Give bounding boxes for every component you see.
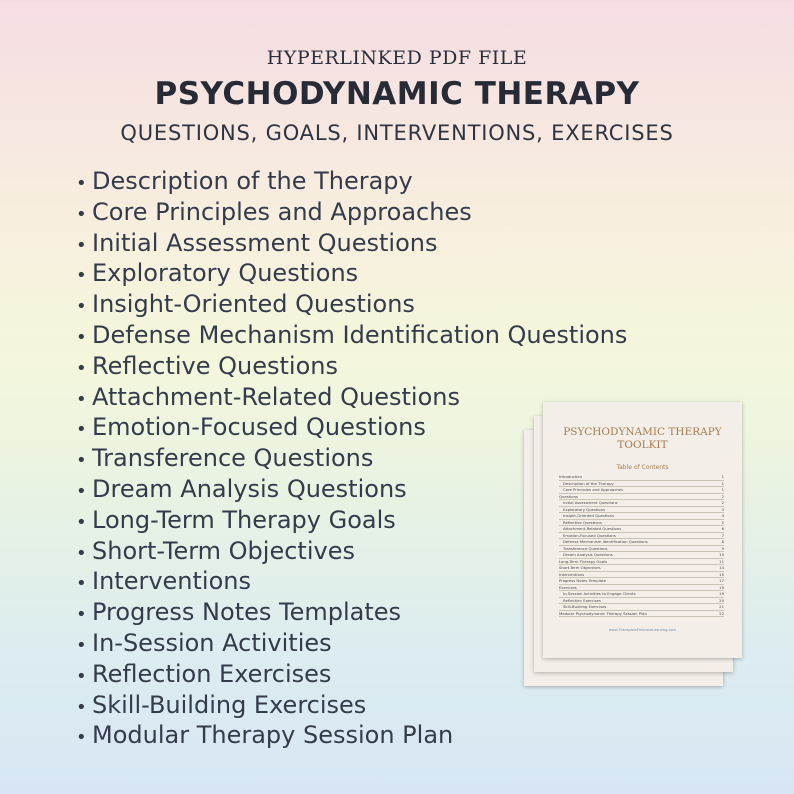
toc-row-label: Core Principles and Approaches xyxy=(563,487,624,492)
bullet-icon: • xyxy=(76,604,87,626)
toc-row-page: 21 xyxy=(719,604,724,609)
bullet-icon: • xyxy=(76,234,87,256)
page-subtitle: QUESTIONS, GOALS, INTERVENTIONS, EXERCISES xyxy=(120,121,674,145)
toc-row-label: Short-Term Objectives xyxy=(559,565,601,570)
toc-row-label: Attachment-Related Questions xyxy=(563,526,622,531)
toc-row-label: Emotion-Focused Questions xyxy=(563,532,616,538)
toc-row-page: 19 xyxy=(719,591,724,596)
bullet-icon: • xyxy=(76,173,87,194)
list-item-label: Short-Term Objectives xyxy=(92,536,355,565)
list-item-label: Exploratory Questions xyxy=(92,259,359,288)
document-mockup xyxy=(524,402,744,688)
toc-row-label: Skill-Building Exercises xyxy=(563,604,607,609)
list-item-label: Emotion-Focused Questions xyxy=(92,413,426,442)
list-item-label: Core Principles and Approaches xyxy=(92,197,472,226)
toc-row-label: Modular Psychodynamic Therapy Session Plan xyxy=(559,610,647,616)
toc-row-page: 14 xyxy=(719,565,724,570)
toc-row-page: 20 xyxy=(719,597,724,603)
bullet-icon: • xyxy=(76,203,87,225)
toc-row-page: 22 xyxy=(719,610,724,616)
toc-row-page: 4 xyxy=(721,513,724,518)
toc-row-label: Description of the Therapy xyxy=(563,480,614,486)
list-item xyxy=(76,320,627,351)
document-cover-page xyxy=(543,402,742,658)
list-item xyxy=(76,351,627,382)
list-item-label: Progress Notes Templates xyxy=(92,598,402,627)
toc-row-label: Defense Mechanism Identification Questions xyxy=(563,539,648,544)
toc-row xyxy=(559,611,724,618)
list-item-label: Reflective Questions xyxy=(92,351,338,380)
toc-row-page: 7 xyxy=(721,532,724,538)
bullet-icon: • xyxy=(76,542,87,564)
list-item xyxy=(76,258,627,289)
bullet-icon: • xyxy=(76,480,87,502)
bullet-icon: • xyxy=(76,450,87,472)
toc-row-label: Transference Questions xyxy=(563,545,608,551)
list-item-label: Description of the Therapy xyxy=(92,167,413,195)
list-item-label: Reflection Exercises xyxy=(92,659,332,688)
bullet-icon: • xyxy=(76,665,87,687)
list-item xyxy=(76,228,627,259)
bullet-icon: • xyxy=(76,388,87,410)
document-title-line: TOOLKIT xyxy=(617,439,668,451)
list-item xyxy=(76,197,627,228)
toc-row-page: 1 xyxy=(721,474,724,479)
toc-row-page: 1 xyxy=(721,480,724,486)
list-item-label: Long-Term Therapy Goals xyxy=(92,505,396,534)
kicker-label: HYPERLINKED PDF FILE xyxy=(266,47,528,69)
bullet-icon: • xyxy=(76,265,87,287)
toc-row-page: 2 xyxy=(721,493,724,499)
list-item xyxy=(76,289,627,320)
bullet-icon: • xyxy=(76,573,87,595)
page-title: PSYCHODYNAMIC THERAPY xyxy=(154,76,640,112)
bullet-icon: • xyxy=(76,634,87,656)
toc-row-page: 17 xyxy=(719,578,724,583)
toc-row-label: Progress Notes Template xyxy=(559,578,606,583)
bullet-icon: • xyxy=(76,727,87,749)
toc-row-page: 5 xyxy=(721,519,724,525)
toc-row-page: 1 xyxy=(721,487,724,492)
toc-row-page: 15 xyxy=(719,571,724,577)
bullet-icon: • xyxy=(76,696,87,718)
bullet-icon: • xyxy=(76,511,87,533)
list-item xyxy=(76,166,627,197)
list-item-label: Attachment-Related Questions xyxy=(92,382,460,411)
toc-row-label: Reflection Exercises xyxy=(563,597,601,603)
toc-row-label: Exercises xyxy=(559,584,577,590)
toc-row-label: Reflective Questions xyxy=(563,519,602,525)
bullet-icon: • xyxy=(76,296,87,318)
bullet-icon: • xyxy=(76,357,87,379)
toc-row-label: Initial Assessment Questions xyxy=(563,500,618,505)
document-title xyxy=(543,426,742,452)
list-item-label: Skill-Building Exercises xyxy=(92,690,367,719)
document-footer-link: www.TherapistsEmbraceLearning.com xyxy=(609,628,676,632)
list-item-label: Initial Assessment Questions xyxy=(92,228,438,257)
toc-row-page: 9 xyxy=(721,545,724,551)
document-title-line: PSYCHODYNAMIC THERAPY xyxy=(563,426,722,438)
toc-row-page: 11 xyxy=(719,558,724,564)
toc-row-page: 19 xyxy=(719,584,724,590)
list-item-label: Insight-Oriented Questions xyxy=(92,290,415,319)
list-item-label: In-Session Activities xyxy=(92,628,332,657)
list-item-label: Transference Questions xyxy=(92,444,374,473)
bullet-icon: • xyxy=(76,326,87,348)
toc-row-page: 3 xyxy=(721,506,724,512)
toc-row-label: In-Session Activities to Engage Clients xyxy=(563,591,636,596)
toc-row-label: Long-Term Therapy Goals xyxy=(559,558,608,564)
toc-row-label: Dream Analysis Questions xyxy=(563,552,613,557)
toc-row-page: 2 xyxy=(721,500,724,505)
list-item-label: Defense Mechanism Identification Questions xyxy=(92,320,628,349)
toc-row-label: Introduction xyxy=(559,474,582,479)
list-item-label: Interventions xyxy=(92,567,251,596)
toc-row-label: Insight-Oriented Questions xyxy=(563,513,615,518)
toc-row-page: 6 xyxy=(721,526,724,531)
list-item xyxy=(76,690,627,721)
toc-row-page: 8 xyxy=(721,539,724,544)
toc-row-page: 10 xyxy=(719,552,724,557)
list-item-label: Modular Therapy Session Plan xyxy=(92,721,454,750)
bullet-icon: • xyxy=(76,419,87,441)
toc-row-label: Questions xyxy=(559,493,578,499)
toc-row-label: Exploratory Questions xyxy=(563,506,606,512)
toc-heading: Table of Contents xyxy=(616,464,669,471)
list-item xyxy=(76,720,627,751)
table-of-contents xyxy=(559,474,724,617)
list-item-label: Dream Analysis Questions xyxy=(92,474,407,503)
toc-row-label: Interventions xyxy=(559,571,585,577)
